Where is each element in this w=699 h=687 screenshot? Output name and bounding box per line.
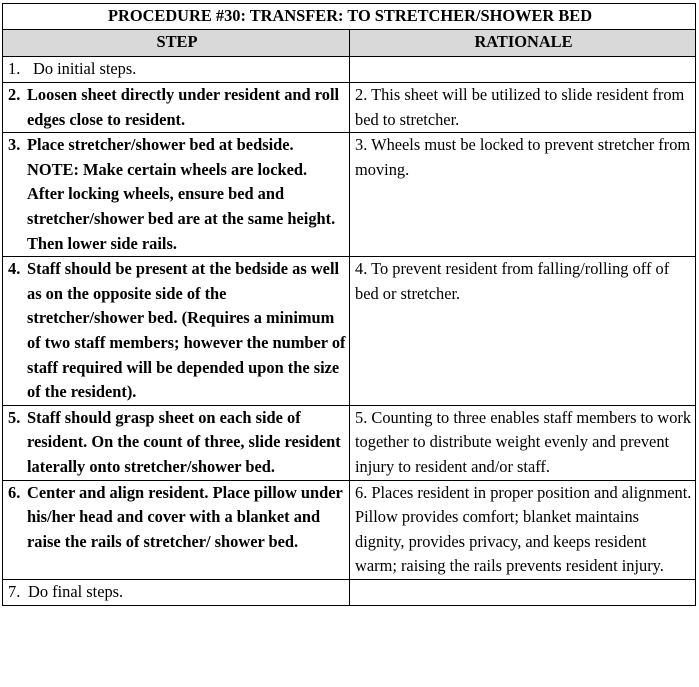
step-number: 5. xyxy=(8,407,21,427)
step-number: 3. xyxy=(8,135,21,155)
step-number: 1. xyxy=(8,59,21,78)
table-row xyxy=(3,405,696,480)
table-row xyxy=(3,480,696,579)
step-text: Staff should grasp sheet on each side of resident. On the count of three, slide resident laterally onto stretcher/shower bed. xyxy=(27,407,341,476)
rationale-column-header: RATIONALE xyxy=(350,30,696,57)
header-row xyxy=(3,30,696,57)
table-row xyxy=(3,133,696,257)
rationale-text: 3. Wheels must be locked to prevent stretcher from moving. xyxy=(350,133,696,257)
rationale-text xyxy=(350,57,696,83)
step-text: Place stretcher/shower bed at bedside. NOTE: Make certain wheels are locked. After locking wheels, ensure bed and stretcher/shower bed are at the same height. Then lower side rails. xyxy=(27,135,336,253)
table-row xyxy=(3,257,696,406)
table-row xyxy=(3,579,696,605)
procedure-table xyxy=(2,3,696,606)
step-number: 4. xyxy=(8,259,21,279)
table-row xyxy=(3,83,696,133)
step-number: 6. xyxy=(8,482,21,502)
rationale-text: 4. To prevent resident from falling/rolling off of bed or stretcher. xyxy=(350,257,696,406)
rationale-text: 5. Counting to three enables staff members to work together to distribute weight evenly and prevent injury to resident and/or staff. xyxy=(350,405,696,480)
step-number: 2. xyxy=(8,85,21,104)
rationale-text: 2. This sheet will be utilized to slide resident from bed to stretcher. xyxy=(350,83,696,133)
step-text: Center and align resident. Place pillow under his/her head and cover with a blanket and raise the rails of stretcher/ shower bed. xyxy=(27,482,343,551)
step-column-header: STEP xyxy=(3,30,350,57)
step-text: Loosen sheet directly under resident and roll edges close to resident. xyxy=(27,85,340,129)
rationale-text: 6. Places resident in proper position and alignment. Pillow provides comfort; blanket maintains dignity, provides privacy, and keeps resident warm; raising the rails prevents resident injury. xyxy=(350,480,696,579)
title-row xyxy=(3,4,696,30)
rationale-text xyxy=(350,579,696,605)
procedure-title: PROCEDURE #30: TRANSFER: TO STRETCHER/SHOWER BED xyxy=(3,4,696,30)
step-text: Do final steps. xyxy=(28,581,124,601)
table-row xyxy=(3,57,696,83)
step-text: Staff should be present at the bedside as well as on the opposite side of the stretcher/shower bed. (Requires a minimum of two staff members; however the number of staff required will be depended upon the size of the resident). xyxy=(27,259,346,402)
step-text: Do initial steps. xyxy=(33,59,137,78)
step-number: 7. xyxy=(8,581,21,601)
